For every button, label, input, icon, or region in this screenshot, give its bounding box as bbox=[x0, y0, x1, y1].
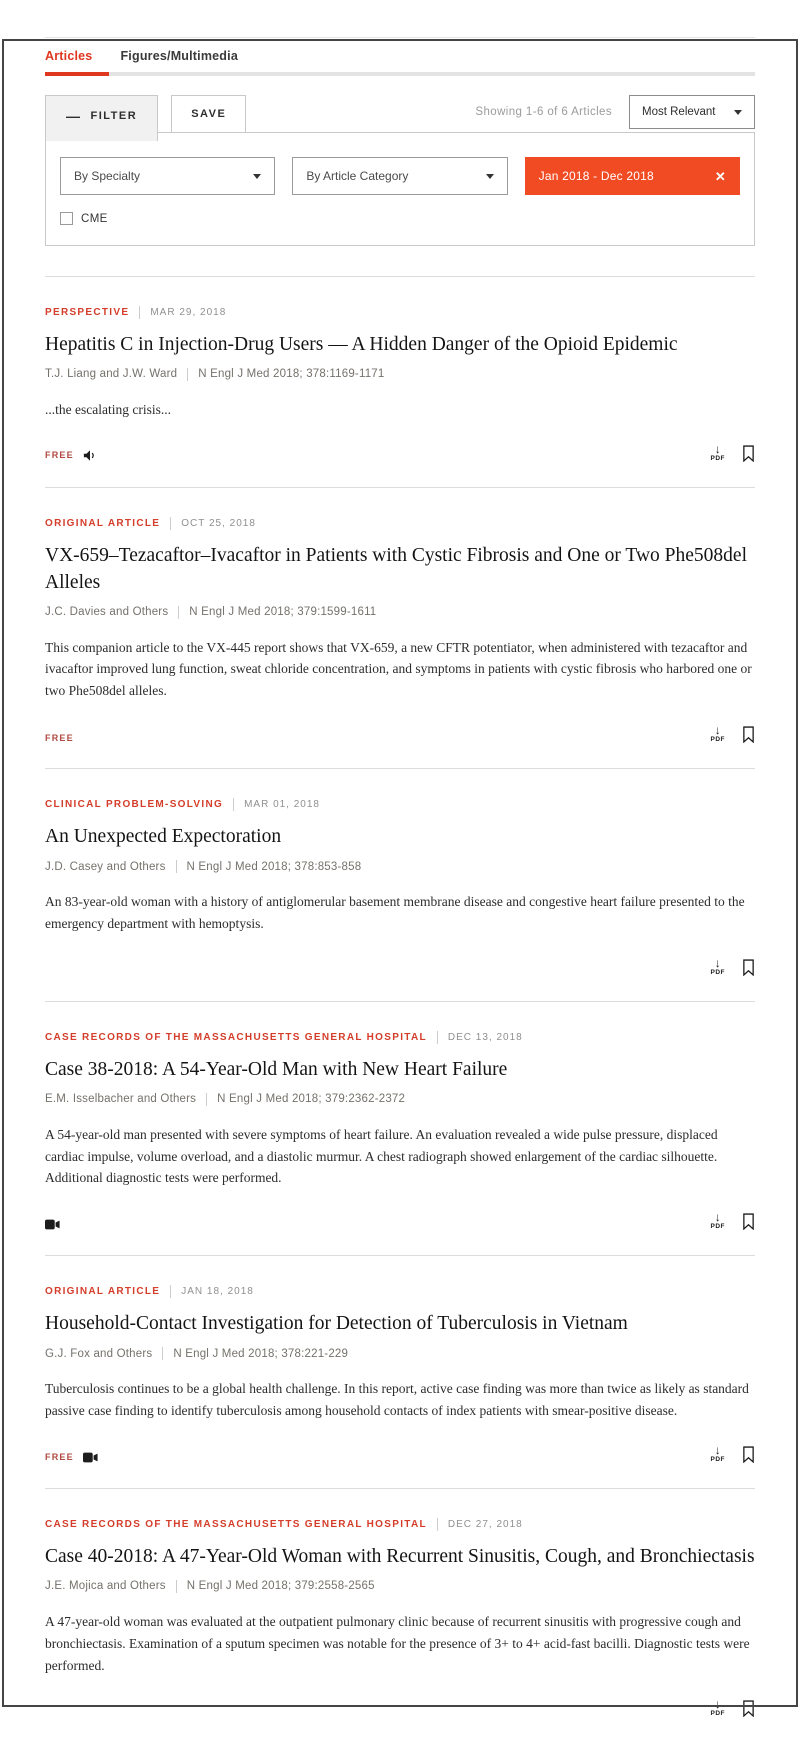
article-summary: A 47-year-old woman was evaluated at the outpatient pulmonary clinic because of recurrent sinusitis with progressive cough and bronchiectasis. Examination of a sputum specimen was notable for the presence of 3+ to 4+ acid-fast bacilli. Diagnostic tests were performed. bbox=[45, 1613, 750, 1673]
download-arrow-icon: ↓ bbox=[714, 955, 721, 970]
cme-checkbox[interactable] bbox=[60, 212, 73, 225]
article-title-link[interactable]: Household-Contact Investigation for Detection of Tuberculosis in Vietnam bbox=[45, 1313, 628, 1335]
article-reference: N Engl J Med 2018; 378:853-858 bbox=[186, 860, 362, 873]
bookmark-icon[interactable] bbox=[742, 959, 755, 976]
article-category-dropdown[interactable] bbox=[292, 157, 507, 195]
article-result bbox=[45, 1255, 755, 1488]
bookmark-icon[interactable] bbox=[742, 445, 755, 462]
pdf-download-button[interactable]: ↓ PDF bbox=[710, 1210, 725, 1231]
separator bbox=[437, 1031, 438, 1044]
pdf-download-button[interactable]: ↓ PDF bbox=[710, 723, 725, 744]
filter-panel bbox=[45, 132, 755, 246]
save-button[interactable]: SAVE bbox=[171, 95, 246, 133]
article-authors: J.C. Davies and Others bbox=[45, 606, 169, 619]
separator bbox=[176, 860, 177, 873]
search-results-page bbox=[0, 37, 800, 1742]
article-result bbox=[45, 768, 755, 1001]
article-category-link[interactable]: CASE RECORDS OF THE MASSACHUSETTS GENERAL HOSPITAL bbox=[45, 1518, 427, 1530]
article-results-list bbox=[45, 276, 755, 1742]
sort-dropdown-value: Most Relevant bbox=[642, 106, 716, 118]
article-date: JAN 18, 2018 bbox=[181, 1286, 254, 1298]
specialty-dropdown-value: By Specialty bbox=[74, 169, 141, 183]
cme-checkbox-label: CME bbox=[81, 212, 108, 225]
article-reference: N Engl J Med 2018; 379:2558-2565 bbox=[186, 1580, 375, 1593]
date-range-label: Jan 2018 - Dec 2018 bbox=[538, 169, 654, 183]
article-summary: An 83-year-old woman with a history of antiglomerular basement membrane disease and congestive heart failure presented to the emergency department with hemoptysis. bbox=[45, 894, 745, 931]
minus-icon: — bbox=[66, 108, 82, 124]
article-reference: N Engl J Med 2018; 378:1169-1171 bbox=[198, 368, 385, 381]
free-badge: FREE bbox=[45, 733, 74, 744]
filter-button-label: FILTER bbox=[90, 110, 138, 122]
article-summary: This companion article to the VX-445 report shows that VX-659, a new CFTR potentiator, when administered with tezacaftor and ivacaftor improved lung function, sweat chloride concentration, and symptoms in patients with cystic fibrosis who harbored one or two Phe508del alleles. bbox=[45, 639, 752, 699]
article-result bbox=[45, 276, 755, 487]
specialty-dropdown[interactable] bbox=[60, 157, 275, 195]
video-icon[interactable] bbox=[45, 1219, 60, 1230]
article-category-link[interactable]: ORIGINAL ARTICLE bbox=[45, 1286, 161, 1298]
article-date: MAR 29, 2018 bbox=[150, 307, 227, 318]
date-range-filter-chip[interactable] bbox=[525, 157, 740, 195]
separator bbox=[437, 1518, 438, 1531]
results-toolbar bbox=[45, 95, 755, 141]
article-category-link[interactable]: ORIGINAL ARTICLE bbox=[45, 517, 161, 529]
article-title-link[interactable]: VX-659–Tezacaftor–Ivacaftor in Patients with Cystic Fibrosis and One or Two Phe508del Alleles bbox=[45, 544, 748, 593]
article-category-link[interactable]: CLINICAL PROBLEM-SOLVING bbox=[45, 799, 224, 811]
download-arrow-icon: ↓ bbox=[714, 1697, 721, 1712]
article-date: DEC 27, 2018 bbox=[447, 1518, 523, 1530]
article-title-link[interactable]: Case 40-2018: A 47-Year-Old Woman with Recurrent Sinusitis, Cough, and Bronchiectasis bbox=[45, 1545, 755, 1567]
article-category-link[interactable]: PERSPECTIVE bbox=[45, 307, 130, 318]
article-summary: Tuberculosis continues to be a global health challenge. In this report, active case finding was more than twice as likely as standard passive case finding to identify tuberculosis among household contacts of index patients with smear-positive disease. bbox=[45, 1381, 749, 1419]
article-date: DEC 13, 2018 bbox=[447, 1031, 523, 1043]
article-result bbox=[45, 487, 755, 768]
article-authors: T.J. Liang and J.W. Ward bbox=[45, 368, 178, 381]
chevron-down-icon bbox=[253, 174, 261, 179]
bookmark-icon[interactable] bbox=[742, 1213, 755, 1230]
article-authors: J.D. Casey and Others bbox=[45, 860, 166, 873]
active-tab-indicator bbox=[45, 72, 109, 76]
article-summary: ...the escalating crisis... bbox=[45, 401, 171, 417]
separator bbox=[187, 368, 188, 381]
article-summary: A 54-year-old man presented with severe symptoms of heart failure. An evaluation revealed a wide pulse pressure, displaced cardiac impulse, volume overload, and a diastolic murmur. A chest radiograph showed enlargement of the cardiac silhouette. Additional diagnostic tests were performed. bbox=[45, 1126, 718, 1186]
tab-articles[interactable]: Articles bbox=[45, 49, 93, 63]
download-arrow-icon: ↓ bbox=[714, 723, 721, 738]
bookmark-icon[interactable] bbox=[742, 1700, 755, 1717]
tab-figures-multimedia[interactable]: Figures/Multimedia bbox=[120, 49, 238, 63]
article-category-link[interactable]: CASE RECORDS OF THE MASSACHUSETTS GENERAL HOSPITAL bbox=[45, 1031, 427, 1043]
bookmark-icon[interactable] bbox=[742, 726, 755, 743]
article-reference: N Engl J Med 2018; 379:1599-1611 bbox=[189, 606, 377, 619]
article-authors: J.E. Mojica and Others bbox=[45, 1580, 166, 1593]
chevron-down-icon bbox=[734, 110, 742, 115]
article-category-dropdown-value: By Article Category bbox=[306, 169, 409, 183]
download-arrow-icon: ↓ bbox=[714, 1442, 721, 1457]
article-title-link[interactable]: Hepatitis C in Injection-Drug Users — A Hidden Danger of the Opioid Epidemic bbox=[45, 334, 678, 355]
download-arrow-icon: ↓ bbox=[714, 441, 721, 456]
separator bbox=[233, 798, 234, 811]
separator bbox=[178, 606, 179, 619]
close-icon[interactable]: ✕ bbox=[714, 168, 726, 184]
separator bbox=[206, 1093, 207, 1106]
download-arrow-icon: ↓ bbox=[714, 1210, 721, 1225]
article-result bbox=[45, 1001, 755, 1255]
filter-button[interactable] bbox=[45, 95, 158, 141]
article-reference: N Engl J Med 2018; 378:221-229 bbox=[173, 1347, 349, 1360]
free-badge: FREE bbox=[45, 1452, 74, 1463]
pdf-download-button[interactable]: ↓ PDF bbox=[710, 441, 725, 462]
article-title-link[interactable]: An Unexpected Expectoration bbox=[45, 826, 282, 848]
pdf-download-button[interactable]: ↓ PDF bbox=[710, 1697, 725, 1718]
separator bbox=[176, 1580, 177, 1593]
free-badge: FREE bbox=[45, 450, 74, 461]
separator bbox=[170, 517, 171, 530]
results-tab-bar bbox=[45, 37, 755, 76]
article-authors: E.M. Isselbacher and Others bbox=[45, 1093, 197, 1106]
results-summary: Showing 1-6 of 6 Articles bbox=[475, 106, 612, 118]
pdf-download-button[interactable]: ↓ PDF bbox=[710, 955, 725, 976]
chevron-down-icon bbox=[486, 174, 494, 179]
article-title-link[interactable]: Case 38-2018: A 54-Year-Old Man with New Heart Failure bbox=[45, 1058, 508, 1080]
article-reference: N Engl J Med 2018; 379:2362-2372 bbox=[217, 1093, 406, 1106]
article-date: MAR 01, 2018 bbox=[244, 799, 320, 811]
sort-dropdown[interactable] bbox=[629, 95, 755, 129]
article-result bbox=[45, 1488, 755, 1742]
separator bbox=[162, 1347, 163, 1360]
audio-icon[interactable] bbox=[83, 449, 97, 462]
pdf-download-button[interactable]: ↓ PDF bbox=[710, 1442, 725, 1463]
separator bbox=[170, 1285, 171, 1298]
tab-underline bbox=[45, 72, 755, 76]
article-date: OCT 25, 2018 bbox=[181, 517, 256, 529]
article-authors: G.J. Fox and Others bbox=[45, 1347, 153, 1360]
bookmark-icon[interactable] bbox=[742, 1446, 755, 1463]
video-icon[interactable] bbox=[83, 1452, 98, 1463]
separator bbox=[139, 306, 140, 319]
